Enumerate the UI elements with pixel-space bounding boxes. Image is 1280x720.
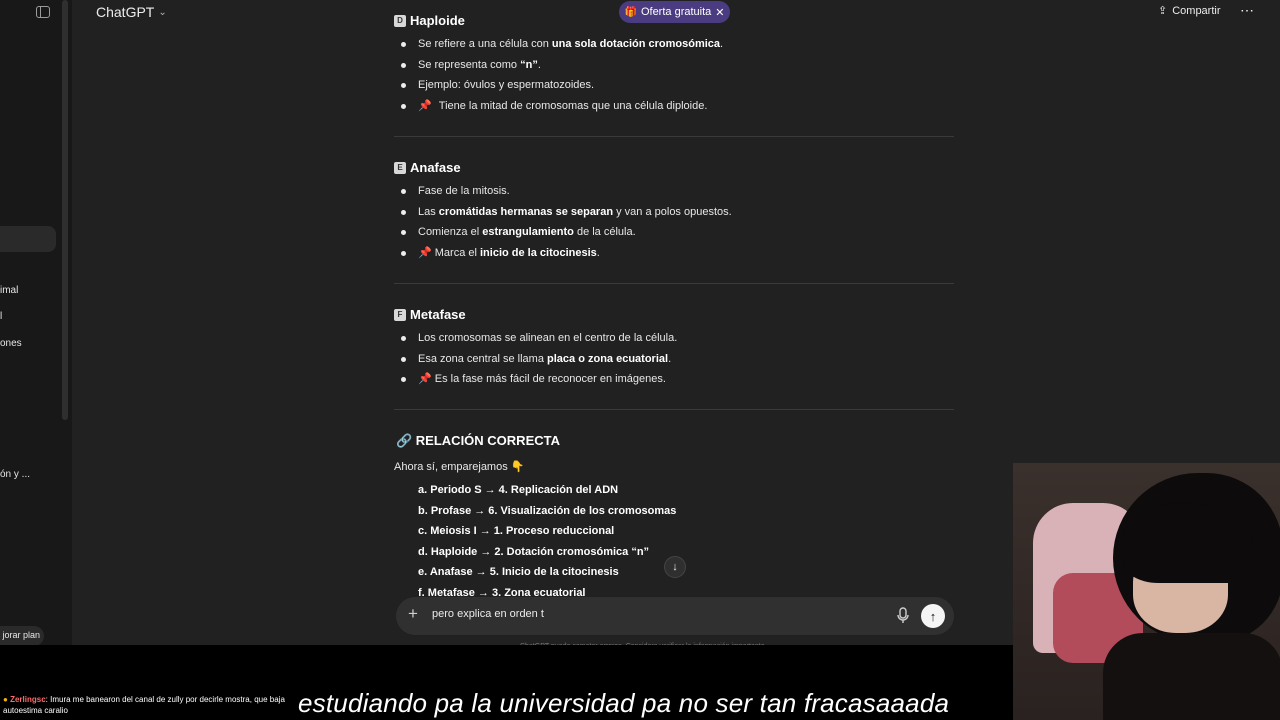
letter-key-icon: E <box>394 162 406 174</box>
list-item: d. Haploide → 2. Dotación cromosómica “n” <box>418 542 676 563</box>
gift-icon: 🎁 <box>624 6 637 18</box>
list-item: c. Meiosis I → 1. Proceso reduccional <box>418 521 676 542</box>
bullet-list <box>418 34 723 116</box>
list-item: a. Periodo S → 4. Replicación del ADN <box>418 480 676 501</box>
scroll-down-button[interactable] <box>664 556 686 578</box>
sidebar-item[interactable]: imal <box>0 285 19 296</box>
sidebar-toggle-icon[interactable] <box>34 4 52 20</box>
list-item: Se refiere a una célula con una sola dotación cromosómica. <box>418 34 723 55</box>
message-composer <box>396 597 954 635</box>
list-item: Los cromosomas se alinean en el centro de la célula. <box>418 328 677 349</box>
section-title <box>394 160 461 175</box>
divider <box>394 136 954 137</box>
stream-chat-message <box>3 694 323 716</box>
send-button[interactable]: ↑ <box>921 604 945 628</box>
section-title-text: Metafase <box>410 307 466 322</box>
sidebar <box>0 0 72 645</box>
divider <box>394 283 954 284</box>
app-title: ChatGPT <box>96 4 155 20</box>
list-item: 📌 Marca el inicio de la citocinesis. <box>418 243 732 264</box>
list-item: Las cromátidas hermanas se separan y van a polos opuestos. <box>418 202 732 223</box>
chat-text: : Imura me banearon del canal de zully por decirle mostra, que baja autoestima caralio <box>3 695 285 715</box>
section-title <box>394 307 466 322</box>
relation-list <box>418 480 676 597</box>
section-title-text: Anafase <box>410 160 461 175</box>
sidebar-scrollbar[interactable] <box>62 0 68 420</box>
microphone-icon[interactable] <box>896 607 910 625</box>
free-offer-pill[interactable] <box>619 1 730 23</box>
share-label: Compartir <box>1172 4 1221 17</box>
close-icon[interactable]: ✕ <box>715 6 725 19</box>
divider <box>394 409 954 410</box>
list-item: 📌 Tiene la mitad de cromosomas que una célula diploide. <box>418 96 723 117</box>
list-item: Ejemplo: óvulos y espermatozoides. <box>418 75 723 96</box>
list-item: e. Anafase → 5. Inicio de la citocinesis <box>418 562 676 583</box>
webcam-feed <box>1013 463 1280 720</box>
share-button[interactable] <box>1158 4 1221 17</box>
pushpin-icon: 📌 <box>418 99 435 112</box>
list-item: 📌 Es la fase más fácil de reconocer en imágenes. <box>418 369 677 390</box>
letter-key-icon: D <box>394 15 406 27</box>
sidebar-item[interactable]: ones <box>0 338 22 349</box>
arrow-down-icon: ↓ <box>672 561 678 573</box>
section-title <box>394 13 465 28</box>
letter-key-icon: F <box>394 309 406 321</box>
section-title-text: Haploide <box>410 13 465 28</box>
bullet-list <box>418 181 732 263</box>
list-item: f. Metafase → 3. Zona ecuatorial <box>418 583 676 598</box>
prompt-input[interactable] <box>432 608 872 620</box>
upgrade-plan-button[interactable]: jorar plan <box>0 626 44 645</box>
share-icon: ⇪ <box>1158 5 1168 17</box>
list-item: Esa zona central se llama placa o zona ecuatorial. <box>418 349 677 370</box>
list-item: Fase de la mitosis. <box>418 181 732 202</box>
list-item: b. Profase → 6. Visualización de los cromosomas <box>418 501 676 522</box>
model-selector[interactable] <box>96 4 167 20</box>
chat-badge-icon: ● <box>3 695 8 704</box>
relation-intro: Ahora sí, emparejamos 👇 <box>394 461 525 473</box>
plus-icon[interactable]: + <box>408 604 418 623</box>
chat-username: Zerlingsc <box>10 695 46 704</box>
offer-label: Oferta gratuita <box>640 6 712 18</box>
chevron-down-icon: ⌄ <box>158 6 167 18</box>
more-options-icon[interactable]: ⋯ <box>1240 2 1255 18</box>
stream-subtitle: estudiando pa la universidad pa no ser tan fracasaaada <box>298 688 950 718</box>
sidebar-item[interactable]: l <box>0 311 3 322</box>
relation-title: 🔗 RELACIÓN CORRECTA <box>396 433 560 448</box>
list-item: Comienza el estrangulamiento de la célula. <box>418 222 732 243</box>
sidebar-item[interactable]: ón y ... <box>0 469 31 480</box>
sidebar-selected-item[interactable] <box>0 226 56 252</box>
bullet-list <box>418 328 677 390</box>
list-item: Se representa como “n”. <box>418 55 723 76</box>
